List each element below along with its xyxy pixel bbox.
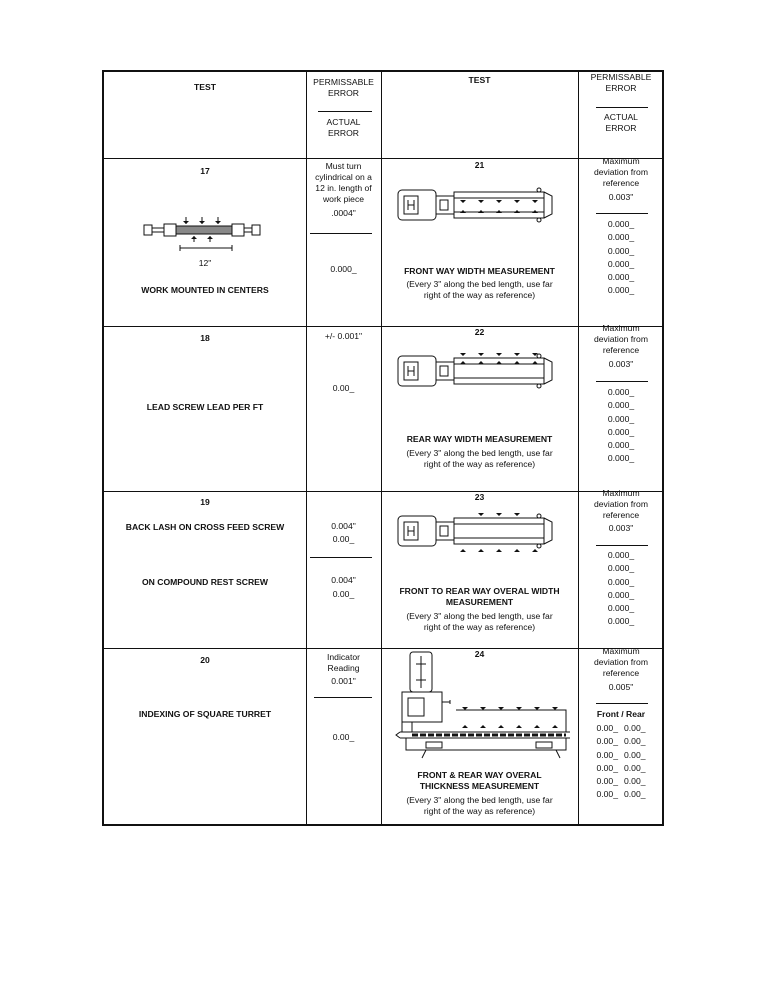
test-title-21: FRONT WAY WIDTH MEASUREMENT: [404, 266, 555, 276]
perm-rule: [314, 697, 372, 698]
rear-value: 0.00_: [624, 723, 646, 733]
actual-values-21: [578, 218, 664, 298]
test-note-21: right of the way as reference): [423, 290, 536, 300]
rear-value: 0.00_: [624, 749, 646, 760]
perm-17-line: .0004": [331, 208, 356, 218]
front-way-diagram: [394, 182, 569, 230]
actual-value: 0.000_: [607, 589, 635, 600]
rperm-21-line: deviation from: [594, 167, 648, 177]
inspection-table: [102, 70, 664, 826]
perm-17-line: work piece: [322, 194, 365, 204]
rear-way-diagram: [394, 348, 569, 396]
actual-value: 0.000_: [607, 413, 635, 424]
test-title-22: REAR WAY WIDTH MEASUREMENT: [406, 434, 553, 444]
test-title-17: WORK MOUNTED IN CENTERS: [141, 285, 269, 295]
rperm-24-line: reference: [602, 668, 640, 678]
test-number-21: 21: [474, 160, 485, 170]
perm-rule: [310, 233, 372, 234]
front-value: 0.00_: [596, 776, 618, 787]
header-perm-left-2: ERROR: [327, 88, 360, 98]
test-note-23: (Every 3" along the bed length, use far: [406, 611, 553, 621]
test-number-23: 23: [474, 492, 485, 502]
test-note-22: (Every 3" along the bed length, use far: [406, 448, 553, 458]
front-rear-header: Front / Rear: [596, 709, 646, 719]
test-note-23: right of the way as reference): [423, 622, 536, 632]
actual-20: 0.00_: [332, 732, 355, 742]
value-pair: [578, 762, 664, 775]
header-perm-left-1: PERMISSABLE: [313, 77, 374, 87]
test-number-24: 24: [474, 649, 485, 659]
perm-18: +/- 0.001": [324, 331, 363, 341]
actual-value: 0.000_: [607, 258, 635, 269]
rperm-rule: [596, 381, 648, 382]
header-actual-right-2: ERROR: [605, 123, 637, 133]
actual-value: 0.000_: [607, 400, 635, 411]
front-value: 0.00_: [596, 723, 618, 733]
rperm-21-line: 0.003": [608, 192, 634, 202]
value-pair: [578, 775, 664, 788]
actual-value: 0.000_: [607, 387, 635, 397]
perm-20-line: Reading: [327, 663, 360, 673]
perm-20-line: Indicator: [327, 652, 360, 662]
actual-pairs-24: [578, 722, 664, 802]
header-actual-left-2: ERROR: [327, 128, 360, 138]
rperm-21-line: reference: [602, 178, 640, 188]
actual-value: 0.000_: [607, 272, 635, 283]
test-number-17: 17: [200, 166, 210, 176]
rperm-22-line: reference: [602, 345, 640, 355]
rperm-rule: [596, 703, 648, 704]
test-title-23: MEASUREMENT: [445, 597, 514, 607]
header-actual-right-1: ACTUAL: [604, 112, 638, 122]
actual-value: 0.000_: [607, 285, 635, 296]
test-title-19: BACK LASH ON CROSS FEED SCREW: [125, 522, 285, 532]
rperm-24-line: deviation from: [594, 657, 648, 667]
value-pair: [578, 749, 664, 762]
perm-17-line: 12 in. length of: [315, 183, 372, 193]
actual-values-23: [578, 549, 664, 629]
rear-value: 0.00_: [624, 762, 646, 773]
actual-value: 0.000_: [607, 426, 635, 437]
header-rule: [318, 111, 372, 112]
actual-17: 0.000_: [330, 264, 357, 274]
header-rule: [596, 107, 648, 108]
front-value: 0.00_: [596, 736, 618, 747]
actual-value: 0.000_: [607, 245, 635, 256]
test-title-20: INDEXING OF SQUARE TURRET: [138, 709, 272, 719]
test-number-19: 19: [200, 497, 210, 507]
test-number-20: 20: [200, 655, 210, 665]
value-pair: [578, 735, 664, 748]
actual-value: 0.000_: [607, 232, 635, 243]
rperm-23-line: 0.003": [608, 523, 634, 533]
test-title-19b: ON COMPOUND REST SCREW: [141, 577, 269, 587]
perm-17-line: cylindrical on a: [315, 172, 372, 182]
rperm-23-line: Maximum: [602, 488, 640, 498]
value-pair: [578, 722, 664, 735]
rperm-rule: [596, 545, 648, 546]
perm-17-line: Must turn: [325, 161, 362, 171]
rperm-22-line: deviation from: [594, 334, 648, 344]
actual-value: 0.000_: [607, 453, 635, 464]
rperm-21-line: Maximum: [602, 156, 640, 166]
perm-rule: [310, 557, 372, 558]
perm-19b: 0.004": [331, 575, 356, 585]
rperm-23-line: deviation from: [594, 499, 648, 509]
dimension-label: 12": [198, 258, 212, 268]
rperm-22-line: Maximum: [602, 323, 640, 333]
rperm-24-line: Maximum: [602, 646, 640, 656]
front-rear-width-diagram: [394, 508, 569, 556]
rperm-24-line: 0.005": [608, 682, 634, 692]
work-centers-diagram: [142, 212, 262, 257]
actual-value: 0.000_: [607, 440, 635, 451]
value-pair: [578, 788, 664, 801]
actual-18: 0.00_: [332, 383, 355, 393]
rear-value: 0.00_: [624, 736, 646, 747]
thickness-diagram: [396, 650, 574, 760]
perm-19: 0.004": [331, 521, 356, 531]
actual-value: 0.000_: [607, 603, 635, 614]
test-number-18: 18: [200, 333, 210, 343]
actual-value: 0.000_: [607, 563, 635, 574]
test-title-24: FRONT & REAR WAY OVERAL: [417, 770, 542, 780]
header-test-left: TEST: [194, 82, 216, 92]
header-perm-right-1: PERMISSABLE: [590, 72, 652, 82]
test-note-24: right of the way as reference): [423, 806, 536, 816]
actual-value: 0.000_: [607, 616, 635, 627]
test-title-24: THICKNESS MEASUREMENT: [419, 781, 540, 791]
test-number-22: 22: [474, 327, 485, 337]
perm-20-line: 0.001": [331, 676, 356, 686]
test-note-21: (Every 3" along the bed length, use far: [406, 279, 553, 289]
actual-values-22: [578, 386, 664, 466]
front-value: 0.00_: [596, 762, 618, 773]
front-value: 0.00_: [596, 749, 618, 760]
header-test-right: TEST: [468, 75, 491, 85]
rear-value: 0.00_: [624, 776, 646, 787]
test-title-18: LEAD SCREW LEAD PER FT: [146, 402, 264, 412]
test-note-24: (Every 3" along the bed length, use far: [406, 795, 553, 805]
rear-value: 0.00_: [624, 789, 646, 800]
actual-value: 0.000_: [607, 550, 635, 560]
rperm-rule: [596, 213, 648, 214]
actual-19: 0.00_: [332, 534, 355, 544]
actual-value: 0.000_: [607, 576, 635, 587]
test-note-22: right of the way as reference): [423, 459, 536, 469]
rperm-22-line: 0.003": [608, 359, 634, 369]
header-actual-left-1: ACTUAL: [326, 117, 361, 127]
rperm-23-line: reference: [602, 510, 640, 520]
actual-19b: 0.00_: [332, 589, 355, 599]
front-value: 0.00_: [596, 789, 618, 800]
test-title-23: FRONT TO REAR WAY OVERAL WIDTH: [399, 586, 560, 596]
header-perm-right-2: ERROR: [605, 83, 637, 93]
actual-value: 0.000_: [607, 219, 635, 229]
